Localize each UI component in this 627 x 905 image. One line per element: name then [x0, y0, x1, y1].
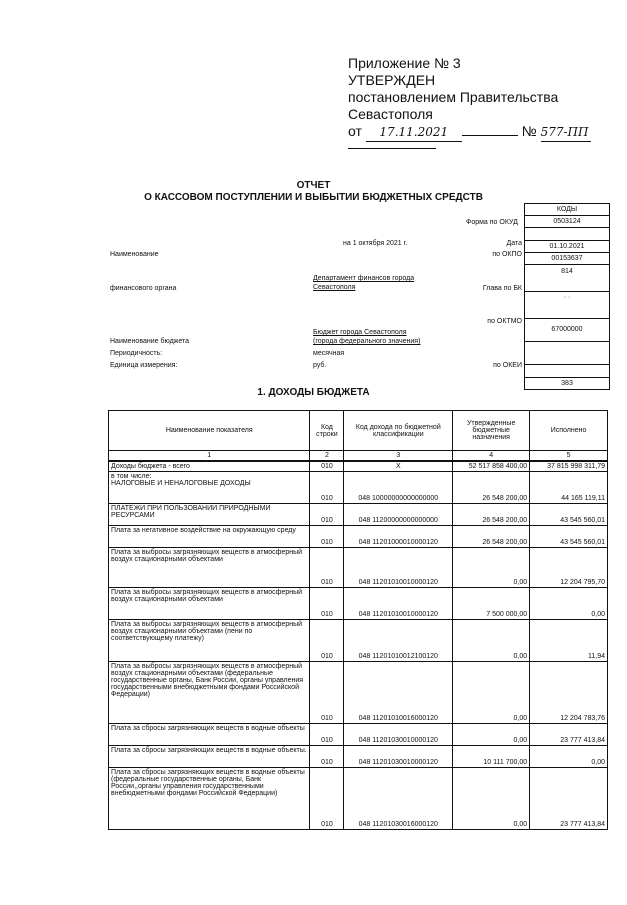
table-row [109, 461, 608, 472]
report-title: ОТЧЕТ [296, 180, 331, 191]
row-done: 44 165 119,11 [530, 472, 608, 504]
row-done: 11,94 [530, 620, 608, 662]
row-line-code: 010 [310, 662, 344, 724]
oktmo-label: по ОКТМО [487, 318, 522, 325]
row-income-code: 048 11201030010000120 [344, 746, 453, 768]
table-row [109, 504, 608, 526]
row-done: 37 815 998 311,79 [530, 461, 608, 472]
codes-box: КОДЫ 0503124 01.10.2021 00153637 814 · · 67000000 383 [524, 203, 610, 390]
row-name: Плата за сбросы загрязняющих веществ в водные объекты. [109, 746, 310, 768]
forma-okud-label: Форма по ОКУД [466, 219, 518, 226]
budget-name-label: Наименование бюджета [110, 338, 190, 345]
row-income-code: 048 11201000010000120 [344, 526, 453, 548]
row-name: Плата за выбросы загрязняющих веществ в атмосферный воздух стационарными объектами [109, 548, 310, 588]
col-num-3: 3 [344, 451, 453, 462]
col-header-name: Наименование показателя [109, 411, 310, 451]
table-row [109, 526, 608, 548]
code-okei: 383 [561, 380, 573, 387]
row-income-code: 048 11201030016000120 [344, 768, 453, 830]
row-name: Плата за выбросы загрязняющих веществ в атмосферный воздух стационарными объектами [109, 588, 310, 620]
approval-number: 577-ПП [541, 124, 591, 142]
col-header-approved: Утвержденные бюджетные назначения [453, 411, 530, 451]
code-bk: 814 [525, 265, 609, 292]
row-approved: 26 548 200,00 [453, 504, 530, 526]
table-row [109, 588, 608, 620]
table-number-row [109, 451, 608, 462]
approved-label: УТВЕРЖДЕН [348, 72, 436, 88]
approval-date-line [348, 123, 591, 142]
signature-line [348, 148, 436, 149]
row-income-code: 048 11201010010000120 [344, 588, 453, 620]
period-value: месячная [313, 350, 345, 357]
okei-label: по ОКЕИ [493, 362, 522, 369]
table-row [109, 746, 608, 768]
row-income-code: X [344, 461, 453, 472]
row-done: 43 545 560,01 [530, 504, 608, 526]
city-label: Севастополя [348, 106, 433, 122]
name-label: Наименование [110, 251, 159, 258]
col-num-5: 5 [530, 451, 608, 462]
col-header-done: Исполнено [530, 411, 608, 451]
row-line-code: 010 [310, 526, 344, 548]
row-income-code: 048 11201030010000120 [344, 724, 453, 746]
code-okud: 0503124 [525, 216, 609, 228]
row-line-code: 010 [310, 588, 344, 620]
row-name: в том числе: НАЛОГОВЫЕ И НЕНАЛОГОВЫЕ ДОХОДЫ [109, 472, 310, 504]
fin-organ-label: финансового органа [110, 285, 177, 292]
row-line-code: 010 [310, 724, 344, 746]
period-label: Периодичность: [110, 350, 163, 357]
row-name: Плата за негативное воздействие на окружающую среду [109, 526, 310, 548]
unit-label: Единица измерения: [110, 362, 178, 369]
glava-bk-label: Глава по БК [482, 285, 522, 292]
row-approved: 0,00 [453, 724, 530, 746]
budget-value-2: (города федерального значения) [313, 338, 421, 345]
report-date-label: на 1 октября 2021 г. [343, 240, 408, 247]
row-line-code: 010 [310, 620, 344, 662]
row-done: 23 777 413,84 [530, 724, 608, 746]
row-approved: 7 500 000,00 [453, 588, 530, 620]
row-approved: 0,00 [453, 662, 530, 724]
row-name: Плата за выбросы загрязняющих веществ в атмосферный воздух стационарными объектами (федеральные государственные органы, Банк России, органы управления государственными внебюджетными фондами Российской Федерации) [109, 662, 310, 724]
row-name: Плата за выбросы загрязняющих веществ в атмосферный воздух стационарными объектами (пени по соответствующему платежу) [109, 620, 310, 662]
row-done: 0,00 [530, 746, 608, 768]
col-header-line: Код строки [310, 411, 344, 451]
table-row [109, 724, 608, 746]
row-income-code: 048 11201010010000120 [344, 548, 453, 588]
row-approved: 52 517 858 400,00 [453, 461, 530, 472]
row-approved: 0,00 [453, 768, 530, 830]
col-num-1: 1 [109, 451, 310, 462]
table-row [109, 620, 608, 662]
approval-block [348, 55, 591, 142]
row-income-code: 048 10000000000000000 [344, 472, 453, 504]
row-approved: 0,00 [453, 620, 530, 662]
row-line-code: 010 [310, 548, 344, 588]
budget-value-1: Бюджет города Севастополя [313, 329, 407, 336]
number-prefix: № [521, 123, 537, 139]
col-num-2: 2 [310, 451, 344, 462]
col-num-4: 4 [453, 451, 530, 462]
income-table [108, 410, 608, 830]
row-line-code: 010 [310, 461, 344, 472]
code-oktmo: 67000000 [525, 319, 609, 342]
row-done: 12 204 783,76 [530, 662, 608, 724]
row-line-code: 010 [310, 746, 344, 768]
table-header-row [109, 411, 608, 451]
row-income-code: 048 11200000000000000 [344, 504, 453, 526]
date-label: Дата [506, 240, 522, 247]
appendix-label: Приложение № 3 [348, 55, 461, 71]
table-row [109, 662, 608, 724]
row-name: Плата за сбросы загрязняющих веществ в водные объекты [109, 724, 310, 746]
fin-organ-value-2: Севастополя [313, 284, 356, 291]
table-row [109, 548, 608, 588]
unit-value: руб. [313, 362, 327, 369]
table-row [109, 768, 608, 830]
col-header-code: Код дохода по бюджетной классификации [344, 411, 453, 451]
row-name: ПЛАТЕЖИ ПРИ ПОЛЬЗОВАНИИ ПРИРОДНЫМИ РЕСУРСАМИ [109, 504, 310, 526]
code-okpo: 00153637 [525, 253, 609, 265]
date-prefix: от [348, 123, 362, 139]
row-approved: 26 548 200,00 [453, 526, 530, 548]
row-income-code: 048 11201010012100120 [344, 620, 453, 662]
okpo-label: по ОКПО [492, 251, 522, 258]
fin-organ-value-1: Департамент финансов города [313, 275, 415, 282]
row-approved: 26 548 200,00 [453, 472, 530, 504]
row-done: 0,00 [530, 588, 608, 620]
table-row [109, 472, 608, 504]
section-title: 1. ДОХОДЫ БЮДЖЕТА [257, 387, 370, 398]
approval-date: 17.11.2021 [366, 124, 462, 142]
decree-label: постановлением Правительства [348, 89, 559, 105]
row-income-code: 048 11201010016000120 [344, 662, 453, 724]
row-done: 23 777 413,84 [530, 768, 608, 830]
row-name: Доходы бюджета - всего [109, 461, 310, 472]
row-done: 43 545 560,01 [530, 526, 608, 548]
code-date: 01.10.2021 [525, 241, 609, 253]
codes-header: КОДЫ [525, 204, 609, 216]
row-line-code: 010 [310, 768, 344, 830]
row-name: Плата за сбросы загрязняющих веществ в водные объекты (федеральные государственные органы, Банк России,,органы управления государственными внебюджетными фондами Российской Федерации) [109, 768, 310, 830]
report-subtitle: О КАССОВОМ ПОСТУПЛЕНИИ И ВЫБЫТИИ БЮДЖЕТНЫХ СРЕДСТВ [144, 192, 483, 203]
row-line-code: 010 [310, 504, 344, 526]
row-done: 12 204 795,70 [530, 548, 608, 588]
row-approved: 0,00 [453, 548, 530, 588]
row-line-code: 010 [310, 472, 344, 504]
row-approved: 10 111 700,00 [453, 746, 530, 768]
